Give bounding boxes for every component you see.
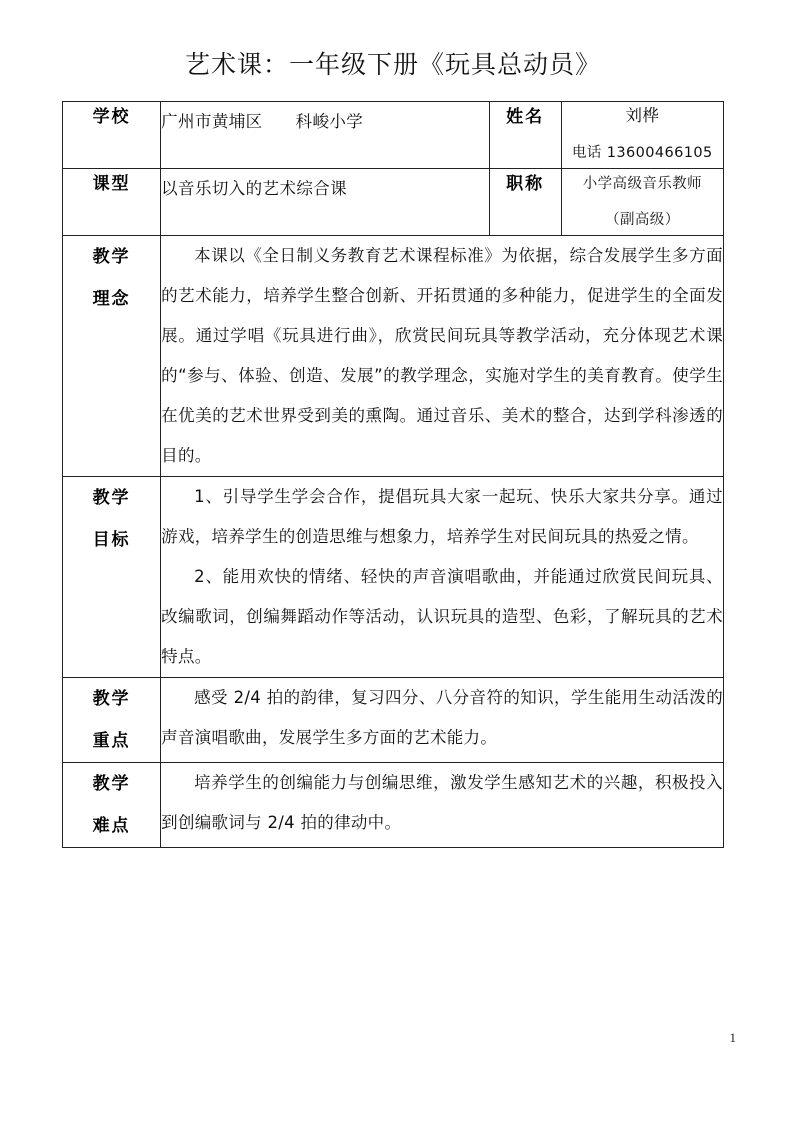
label-objectives xyxy=(63,477,161,678)
label-teacher-name: 姓名 xyxy=(489,102,561,169)
value-school xyxy=(161,102,489,169)
table-row-key-points xyxy=(63,678,724,763)
table-row-philosophy xyxy=(63,236,724,477)
table-row-school xyxy=(63,102,724,169)
teacher-phone: 电话 13600466105 xyxy=(572,145,713,161)
philosophy-paragraph-1: 本课以《全日制义务教育艺术课程标准》为依据，综合发展学生多方面的艺术能力，培养学生整合创新、开拓贯通的多种能力，促进学生的全面发展。通过学唱《玩具进行曲》，欣赏民间玩具等教学活动，充分体现艺术课的“参与、体验、创造、发展”的教学理念，实施对学生的美育教育。使学生在优美的艺术世界受到美的熏陶。通过音乐、美术的整合，达到学科渗透的目的。 xyxy=(161,246,723,465)
label-school: 学校 xyxy=(63,102,161,169)
objective-paragraph-2: 2、能用欢快的情绪、轻快的声音演唱歌曲，并能通过欣赏民间玩具、改编歌词，创编舞蹈动作等活动，认识玩具的造型、色彩，了解玩具的艺术特点。 xyxy=(161,567,723,666)
label-objectives-line1: 教学 xyxy=(92,488,131,508)
label-difficulties xyxy=(63,763,161,848)
table-row-lesson-type xyxy=(63,169,724,236)
difficulties-paragraph-1: 培养学生的创编能力与创编思维，激发学生感知艺术的兴趣，积极投入到创编歌词与 2/4 拍的律动中。 xyxy=(161,773,723,832)
label-difficulties-line1: 教学 xyxy=(92,774,131,794)
label-objectives-line2: 目标 xyxy=(92,530,131,550)
label-rank: 职称 xyxy=(489,169,561,236)
content-key-points xyxy=(161,678,724,763)
value-teacher-name-block xyxy=(561,102,723,169)
school-name: 科峻小学 xyxy=(295,112,364,131)
page-number: 1 xyxy=(729,1030,736,1045)
page-title: 艺术课：一年级下册《玩具总动员》 xyxy=(184,50,601,79)
key-points-paragraph-1: 感受 2/4 拍的韵律，复习四分、八分音符的知识，学生能用生动活泼的声音演唱歌曲，发展学生多方面的艺术能力。 xyxy=(161,688,723,747)
label-key-points-line2: 重点 xyxy=(92,731,131,751)
label-lesson-type: 课型 xyxy=(63,169,161,236)
label-difficulties-line2: 难点 xyxy=(92,816,131,836)
rank-value: 小学高级音乐教师 xyxy=(582,176,702,192)
value-rank-block xyxy=(561,169,723,236)
content-objectives xyxy=(161,477,724,678)
label-philosophy-line1: 教学 xyxy=(92,247,131,267)
value-lesson-type: 以音乐切入的艺术综合课 xyxy=(161,169,489,236)
content-difficulties xyxy=(161,763,724,848)
table-row-objectives xyxy=(63,477,724,678)
school-district: 广州市黄埔区 xyxy=(161,112,263,131)
rank-value-secondary: （副高级） xyxy=(605,212,680,228)
label-philosophy-line2: 理念 xyxy=(92,289,131,309)
lesson-plan-table xyxy=(62,101,724,848)
content-philosophy xyxy=(161,236,724,477)
objective-paragraph-1: 1、引导学生学会合作，提倡玩具大家一起玩、快乐大家共分享。通过游戏，培养学生的创造思维与想象力，培养学生对民间玩具的热爱之情。 xyxy=(161,487,723,546)
label-key-points xyxy=(63,678,161,763)
label-key-points-line1: 教学 xyxy=(92,689,131,709)
table-row-difficulties xyxy=(63,763,724,848)
label-philosophy xyxy=(63,236,161,477)
teacher-name: 刘桦 xyxy=(625,106,660,125)
